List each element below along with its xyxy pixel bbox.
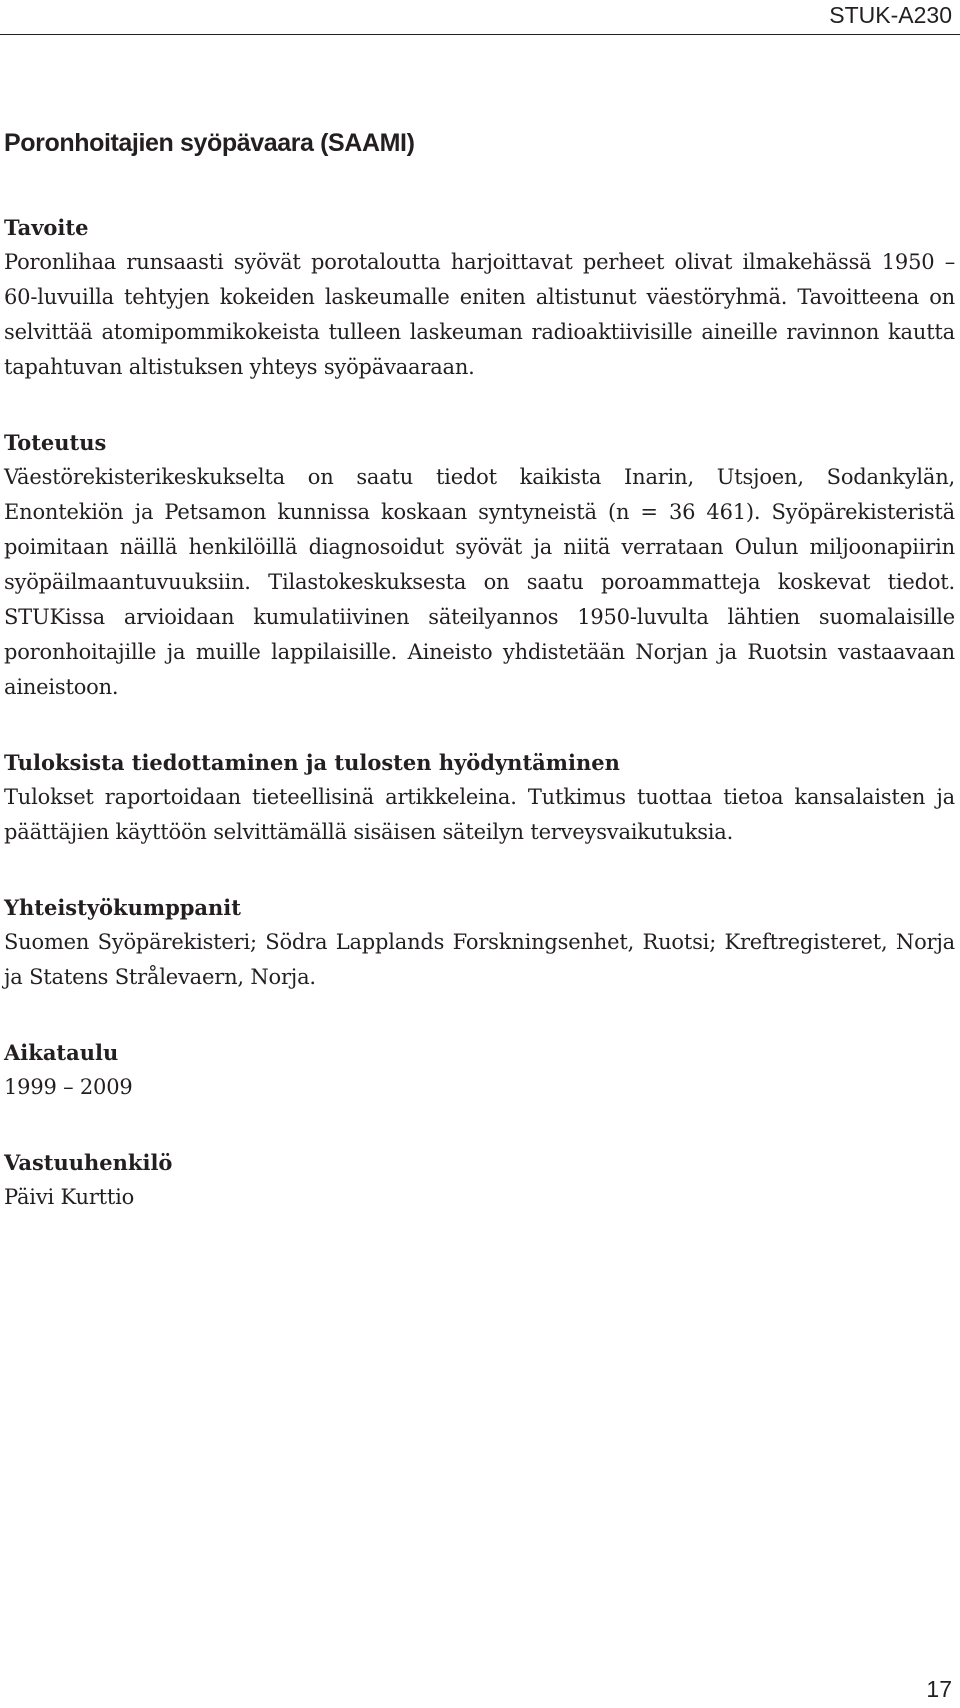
section-heading: Tuloksista tiedottaminen ja tulosten hyödyntäminen [4, 750, 620, 775]
section-heading: Vastuuhenkilö [4, 1150, 173, 1175]
section-body: Tulokset raportoidaan tieteellisinä artikkeleina. Tutkimus tuottaa tietoa kansalaisten ja päättäjien käyttöön selvittämällä sisäisen säteilyn terveysvaikutuksia. [4, 785, 955, 844]
section-tuloksista [4, 745, 955, 850]
section-heading: Yhteistyökumppanit [4, 895, 241, 920]
page-number: 17 [926, 1676, 952, 1702]
page-header [0, 0, 960, 40]
section-body: Päivi Kurttio [4, 1185, 135, 1209]
report-id: STUK-A230 [829, 2, 952, 28]
section-yhteistyokumppanit [4, 890, 955, 995]
page-title: Poronhoitajien syöpävaara (SAAMI) [4, 129, 415, 157]
page-content [4, 128, 955, 1255]
section-heading: Toteutus [4, 430, 107, 455]
section-body: 1999 – 2009 [4, 1075, 133, 1099]
section-toteutus [4, 425, 955, 705]
section-body: Poronlihaa runsaasti syövät porotaloutta harjoittavat perheet olivat ilmakehässä 1950 – 60-luvuilla tehtyjen kokeiden laskeumalle eniten altistunut väestöryhmä. Tavoitteena on selvittää atomipommikokeista tulleen laskeuman radioaktiivisille aineille ravinnon kautta tapahtuvan altistuksen yhteys syöpävaaraan. [4, 250, 955, 379]
section-heading: Aikataulu [4, 1040, 119, 1065]
section-aikataulu [4, 1035, 955, 1105]
section-tavoite [4, 210, 955, 385]
section-body: Väestörekisterikeskukselta on saatu tiedot kaikista Inarin, Utsjoen, Sodankylän, Enontekiön ja Petsamon kunnissa koskaan syntyneistä (n = 36 461). Syöpärekisteristä poimitaan näillä henkilöillä diagnosoidut syövät ja niitä verrataan Oulun miljoonapiirin syöpäilmaantuvuuksiin. Tilastokeskuksesta on saatu poroammatteja koskevat tiedot. STUKissa arvioidaan kumulatiivinen säteilyannos 1950-luvulta lähtien suomalaisille poronhoitajille ja muille lappilaisille. Aineisto yhdistetään Norjan ja Ruotsin vastaavaan aineistoon. [4, 465, 955, 699]
section-heading: Tavoite [4, 215, 89, 240]
header-rule [0, 34, 960, 35]
section-vastuuhenkilo [4, 1145, 955, 1215]
section-body: Suomen Syöpärekisteri; Södra Lapplands Forskningsenhet, Ruotsi; Kreftregisteret, Norja ja Statens Strålevaern, Norja. [4, 930, 955, 989]
